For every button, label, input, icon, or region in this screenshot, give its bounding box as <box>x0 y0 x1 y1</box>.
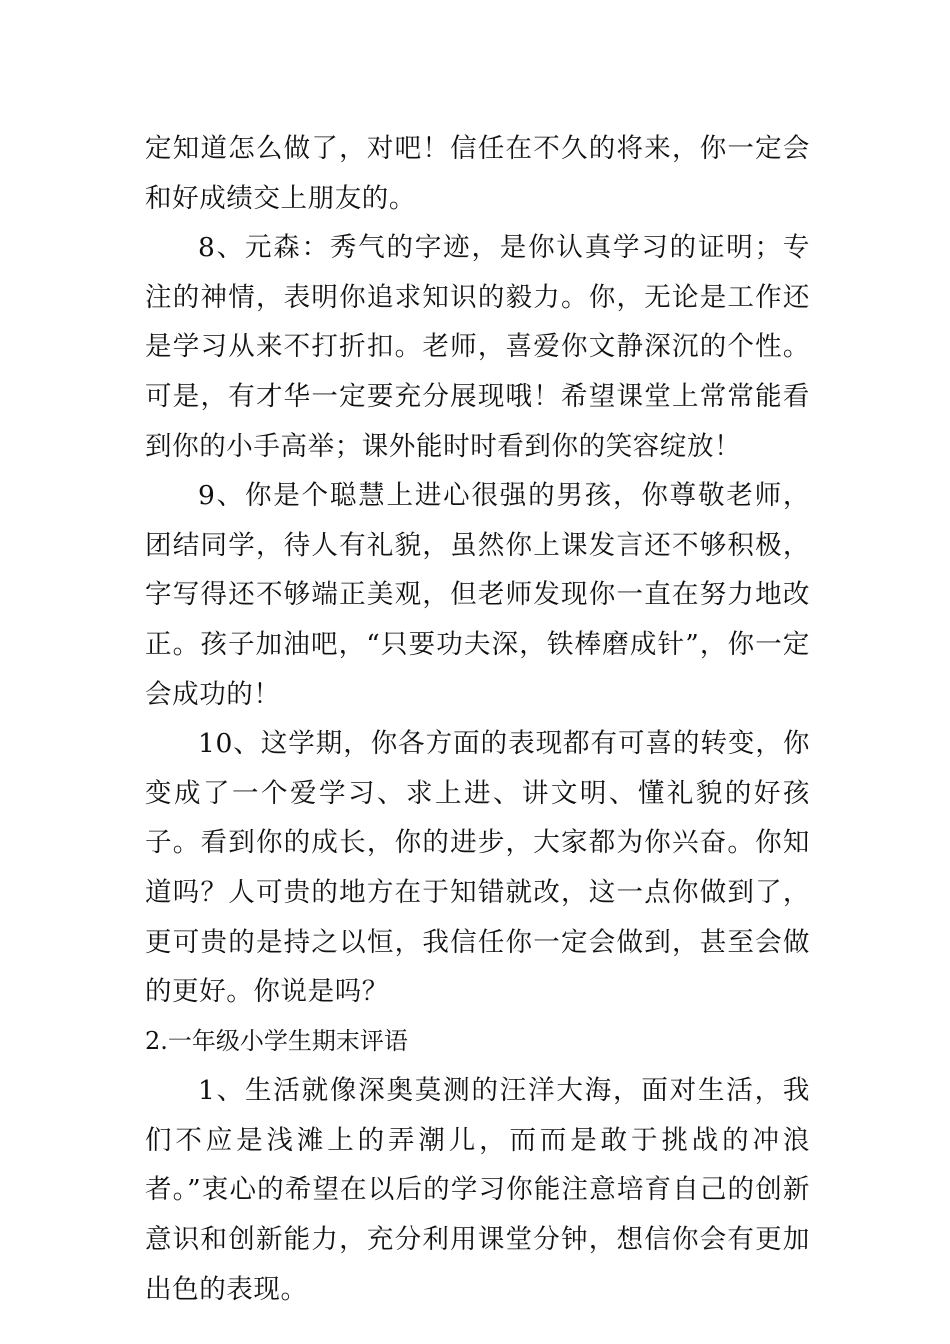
continued-paragraph: 定知道怎么做了，对吧！信任在不久的将来，你一定会和好成绩交上朋友的。 <box>145 133 810 214</box>
comment-paragraph-8: 8、元森：秀气的字迹，是你认真学习的证明；专注的神情，表明你追求知识的毅力。你，无论是工作还是学习从来不打折扣。老师，喜爱你文静深沉的个性。可是，有才华一定要充分展现哦！希望课堂上常常能看到你的小手高举；课外能时时看到你的笑容绽放！ <box>145 232 810 462</box>
document-body <box>145 124 810 1314</box>
section-comment-paragraph-1: 1、生活就像深奥莫测的汪洋大海，面对生活，我们不应是浅滩上的弄潮儿，而而是敢于挑战的冲浪者。”衷心的希望在以后的学习你能注意培育自己的创新意识和创新能力，充分利用课堂分钟，想信你会有更加出色的表现。 <box>145 1075 810 1305</box>
comment-paragraph-9: 9、你是个聪慧上进心很强的男孩，你尊敬老师，团结同学，待人有礼貌，虽然你上课发言还不够积极，字写得还不够端正美观，但老师发现你一直在努力地改正。孩子加油吧，“只要功夫深，铁棒磨成针”，你一定会成功的！ <box>145 480 810 710</box>
section-heading: 2.一年级小学生期末评语 <box>145 1026 408 1055</box>
comment-paragraph-10: 10、这学期，你各方面的表现都有可喜的转变，你变成了一个爱学习、求上进、讲文明、懂礼貌的好孩子。看到你的成长，你的进步，大家都为你兴奋。你知道吗？人可贵的地方在于知错就改，这一点你做到了，更可贵的是持之以恒，我信任你一定会做到，甚至会做的更好。你说是吗？ <box>145 728 810 1008</box>
